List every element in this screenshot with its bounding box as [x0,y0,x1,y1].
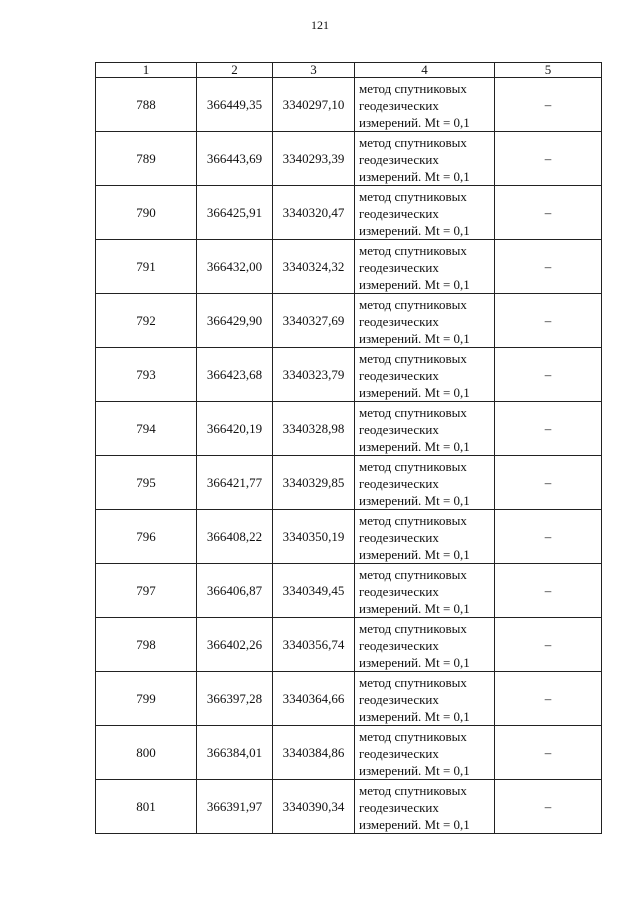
note-cell: – [495,402,602,456]
method-text-line: измерений. Mt = 0,1 [359,169,470,184]
point-number-cell: 799 [96,672,197,726]
method-text-line: измерений. Mt = 0,1 [359,439,470,454]
method-text-line: геодезических [359,314,439,329]
method-text-line: метод спутниковых [359,405,467,420]
point-number-cell: 801 [96,780,197,834]
table-row [96,456,602,510]
method-text-line: измерений. Mt = 0,1 [359,601,470,616]
method-text-line: измерений. Mt = 0,1 [359,277,470,292]
method-text-line: геодезических [359,746,439,761]
y-coordinate-cell: 3340324,32 [273,240,355,294]
method-cell [355,726,495,780]
point-number-cell: 792 [96,294,197,348]
method-text-line: геодезических [359,638,439,653]
x-coordinate-cell: 366397,28 [197,672,273,726]
method-text-line: метод спутниковых [359,783,467,798]
method-text-line: метод спутниковых [359,513,467,528]
method-text-line: измерений. Mt = 0,1 [359,547,470,562]
method-text-line: геодезических [359,476,439,491]
method-cell [355,780,495,834]
method-text-line: метод спутниковых [359,567,467,582]
point-number-cell: 795 [96,456,197,510]
method-text-line: измерений. Mt = 0,1 [359,223,470,238]
table-row [96,564,602,618]
method-text-line: геодезических [359,422,439,437]
point-number-cell: 789 [96,132,197,186]
note-cell: – [495,132,602,186]
y-coordinate-cell: 3340364,66 [273,672,355,726]
note-cell: – [495,294,602,348]
method-text-line: метод спутниковых [359,135,467,150]
method-text-line: измерений. Mt = 0,1 [359,331,470,346]
column-header-1: 1 [96,63,197,78]
y-coordinate-cell: 3340328,98 [273,402,355,456]
column-header-3: 3 [273,63,355,78]
x-coordinate-cell: 366421,77 [197,456,273,510]
y-coordinate-cell: 3340390,34 [273,780,355,834]
note-cell: – [495,672,602,726]
point-number-cell: 794 [96,402,197,456]
note-cell: – [495,780,602,834]
method-cell [355,186,495,240]
note-cell: – [495,456,602,510]
method-text-line: измерений. Mt = 0,1 [359,493,470,508]
y-coordinate-cell: 3340350,19 [273,510,355,564]
coordinates-table [95,62,602,834]
x-coordinate-cell: 366406,87 [197,564,273,618]
method-text-line: метод спутниковых [359,675,467,690]
column-header-4: 4 [355,63,495,78]
point-number-cell: 791 [96,240,197,294]
method-cell [355,618,495,672]
table-row [96,348,602,402]
y-coordinate-cell: 3340297,10 [273,78,355,132]
method-text-line: метод спутниковых [359,297,467,312]
y-coordinate-cell: 3340349,45 [273,564,355,618]
method-cell [355,672,495,726]
x-coordinate-cell: 366429,90 [197,294,273,348]
method-text-line: геодезических [359,152,439,167]
column-header-5: 5 [495,63,602,78]
y-coordinate-cell: 3340329,85 [273,456,355,510]
note-cell: – [495,564,602,618]
method-text-line: метод спутниковых [359,189,467,204]
method-cell [355,294,495,348]
method-text-line: геодезических [359,98,439,113]
point-number-cell: 788 [96,78,197,132]
note-cell: – [495,348,602,402]
x-coordinate-cell: 366425,91 [197,186,273,240]
method-cell [355,348,495,402]
method-cell [355,564,495,618]
method-cell [355,510,495,564]
point-number-cell: 797 [96,564,197,618]
method-text-line: измерений. Mt = 0,1 [359,115,470,130]
method-cell [355,402,495,456]
method-text-line: метод спутниковых [359,621,467,636]
note-cell: – [495,618,602,672]
x-coordinate-cell: 366420,19 [197,402,273,456]
point-number-cell: 790 [96,186,197,240]
column-header-2: 2 [197,63,273,78]
table-row [96,240,602,294]
table-row [96,78,602,132]
x-coordinate-cell: 366432,00 [197,240,273,294]
note-cell: – [495,78,602,132]
method-text-line: метод спутниковых [359,459,467,474]
table-row [96,780,602,834]
table-row [96,726,602,780]
method-text-line: геодезических [359,368,439,383]
method-text-line: измерений. Mt = 0,1 [359,385,470,400]
method-cell [355,132,495,186]
x-coordinate-cell: 366423,68 [197,348,273,402]
method-text-line: метод спутниковых [359,729,467,744]
x-coordinate-cell: 366408,22 [197,510,273,564]
table-row [96,510,602,564]
x-coordinate-cell: 366449,35 [197,78,273,132]
table-row [96,132,602,186]
method-text-line: измерений. Mt = 0,1 [359,709,470,724]
note-cell: – [495,240,602,294]
note-cell: – [495,186,602,240]
table-row [96,618,602,672]
x-coordinate-cell: 366402,26 [197,618,273,672]
method-text-line: геодезических [359,530,439,545]
method-text-line: геодезических [359,692,439,707]
method-text-line: геодезических [359,800,439,815]
point-number-cell: 800 [96,726,197,780]
x-coordinate-cell: 366443,69 [197,132,273,186]
method-text-line: метод спутниковых [359,243,467,258]
y-coordinate-cell: 3340327,69 [273,294,355,348]
method-cell [355,240,495,294]
point-number-cell: 798 [96,618,197,672]
method-text-line: измерений. Mt = 0,1 [359,655,470,670]
note-cell: – [495,726,602,780]
table-row [96,186,602,240]
method-text-line: метод спутниковых [359,351,467,366]
note-cell: – [495,510,602,564]
x-coordinate-cell: 366391,97 [197,780,273,834]
y-coordinate-cell: 3340356,74 [273,618,355,672]
method-text-line: измерений. Mt = 0,1 [359,817,470,832]
point-number-cell: 796 [96,510,197,564]
table-row [96,402,602,456]
page-number: 121 [311,18,329,32]
y-coordinate-cell: 3340323,79 [273,348,355,402]
y-coordinate-cell: 3340320,47 [273,186,355,240]
method-text-line: измерений. Mt = 0,1 [359,763,470,778]
method-text-line: метод спутниковых [359,81,467,96]
table-header-row [96,63,602,78]
y-coordinate-cell: 3340293,39 [273,132,355,186]
method-text-line: геодезических [359,206,439,221]
y-coordinate-cell: 3340384,86 [273,726,355,780]
method-cell [355,456,495,510]
method-cell [355,78,495,132]
table-row [96,294,602,348]
method-text-line: геодезических [359,260,439,275]
method-text-line: геодезических [359,584,439,599]
x-coordinate-cell: 366384,01 [197,726,273,780]
table-row [96,672,602,726]
point-number-cell: 793 [96,348,197,402]
